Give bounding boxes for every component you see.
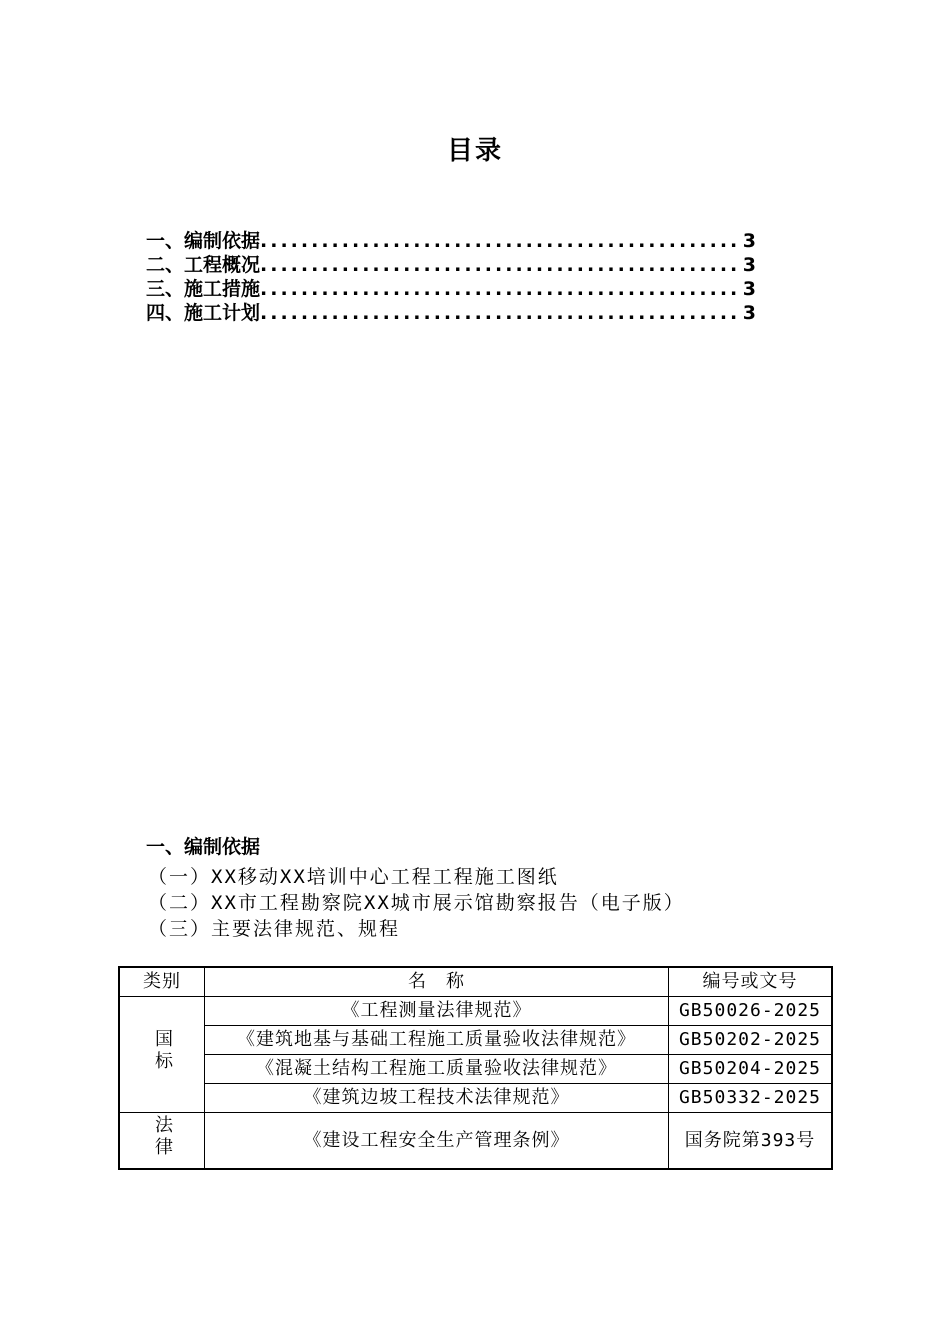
toc-entry-label: 三、施工措施 xyxy=(146,278,261,300)
toc-leader-dots xyxy=(260,278,741,300)
toc-entry-label: 四、施工计划 xyxy=(146,302,261,324)
standard-name: 《建设工程安全生产管理条例》 xyxy=(205,1113,669,1170)
table-row xyxy=(119,997,832,1026)
toc-entry[interactable] xyxy=(146,298,756,322)
toc-entry-page: 3 xyxy=(742,302,756,324)
table-row xyxy=(119,1113,832,1170)
category-label: 国标 xyxy=(152,1029,173,1073)
table-header-row xyxy=(119,967,832,997)
table-row xyxy=(119,1084,832,1113)
category-cell xyxy=(119,1113,205,1170)
list-item: （一）XX移动XX培训中心工程工程施工图纸 xyxy=(148,866,559,888)
header-code: 编号或文号 xyxy=(669,967,833,997)
standard-code: GB50332-2025 xyxy=(669,1084,833,1113)
toc-entry-page: 3 xyxy=(742,278,756,300)
standard-code: 国务院第393号 xyxy=(669,1113,833,1170)
standard-name: 《建筑地基与基础工程施工质量验收法律规范》 xyxy=(205,1026,669,1055)
toc-entry-page: 3 xyxy=(742,254,756,276)
standard-name: 《工程测量法律规范》 xyxy=(205,997,669,1026)
toc-leader-dots xyxy=(260,230,741,252)
table-of-contents xyxy=(146,226,756,322)
toc-entry-label: 二、工程概况 xyxy=(146,254,261,276)
list-item: （三）主要法律规范、规程 xyxy=(148,918,401,940)
standard-code: GB50204-2025 xyxy=(669,1055,833,1084)
table-row xyxy=(119,1026,832,1055)
toc-leader-dots xyxy=(260,254,741,276)
standard-code: GB50026-2025 xyxy=(669,997,833,1026)
category-label: 法律 xyxy=(152,1115,173,1159)
section-heading: 一、编制依据 xyxy=(146,836,261,858)
toc-entry-page: 3 xyxy=(742,230,756,252)
standards-table xyxy=(118,966,833,1170)
header-name: 名 称 xyxy=(205,967,669,997)
toc-leader-dots xyxy=(260,302,741,324)
table-row xyxy=(119,1055,832,1084)
toc-entry[interactable] xyxy=(146,274,756,298)
header-category: 类别 xyxy=(119,967,205,997)
list-item: （二）XX市工程勘察院XX城市展示馆勘察报告（电子版） xyxy=(148,892,685,914)
toc-entry[interactable] xyxy=(146,226,756,250)
toc-entry-label: 一、编制依据 xyxy=(146,230,261,252)
standard-name: 《建筑边坡工程技术法律规范》 xyxy=(205,1084,669,1113)
category-cell xyxy=(119,997,205,1113)
toc-entry[interactable] xyxy=(146,250,756,274)
standard-code: GB50202-2025 xyxy=(669,1026,833,1055)
standard-name: 《混凝土结构工程施工质量验收法律规范》 xyxy=(205,1055,669,1084)
basis-list xyxy=(148,864,685,942)
toc-title: 目录 xyxy=(446,136,503,166)
